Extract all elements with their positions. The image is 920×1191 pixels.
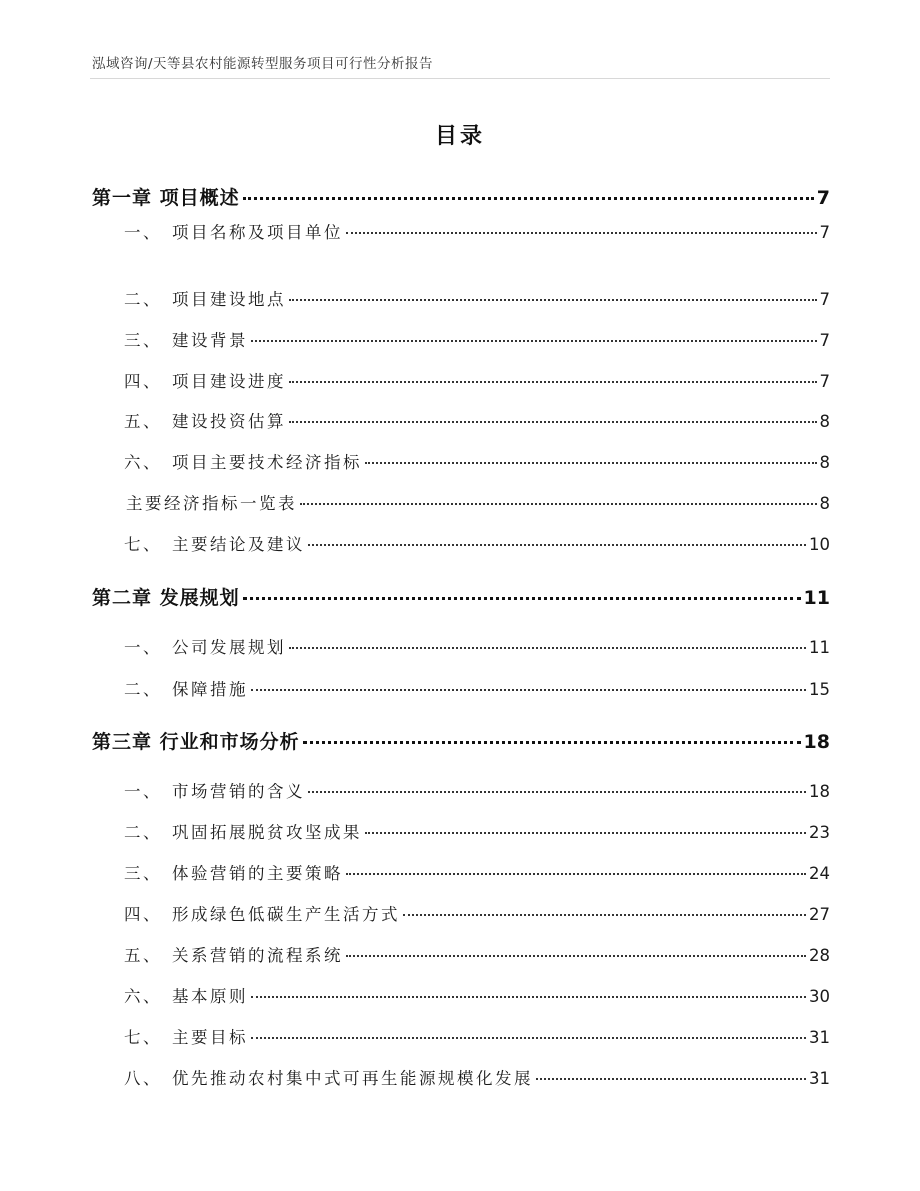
dot-leader	[243, 197, 814, 200]
toc-entry[interactable]	[92, 1024, 830, 1048]
toc-entry-number: 七、	[124, 1028, 162, 1047]
toc-entry-label: 项目建设进度	[172, 372, 286, 391]
dot-leader	[303, 741, 801, 744]
toc-entry-number: 四、	[124, 905, 162, 924]
toc-page-number: 28	[809, 946, 830, 965]
dot-leader	[289, 299, 817, 301]
toc-entry-label: 关系营销的流程系统	[172, 946, 343, 965]
dot-leader	[346, 955, 806, 957]
toc-chapter-2[interactable]	[92, 583, 830, 610]
toc-entry[interactable]	[92, 1065, 830, 1089]
toc-entry-label: 体验营销的主要策略	[172, 864, 343, 883]
toc-page-number: 30	[809, 987, 830, 1006]
dot-leader	[536, 1078, 806, 1080]
toc-entry[interactable]	[92, 860, 830, 884]
toc-entry-label: 基本原则	[172, 987, 248, 1006]
toc-entry-label: 第一章 项目概述	[92, 187, 240, 209]
toc-page-number: 10	[809, 535, 830, 554]
toc-entry-number: 三、	[124, 864, 162, 883]
toc-entry-label: 第二章 发展规划	[92, 587, 240, 609]
toc-page-number: 7	[819, 223, 830, 242]
toc-entry[interactable]	[92, 819, 830, 843]
toc-entry-label: 公司发展规划	[172, 638, 286, 657]
toc-entry-number: 二、	[124, 823, 162, 842]
header-divider	[90, 78, 830, 79]
toc-entry-label: 巩固拓展脱贫攻坚成果	[172, 823, 362, 842]
toc-page-number: 11	[809, 638, 830, 657]
toc-entry[interactable]	[92, 286, 830, 310]
toc-page-number: 8	[819, 453, 830, 472]
toc-entry-number: 二、	[124, 290, 162, 309]
toc-entry[interactable]	[92, 531, 830, 555]
toc-page-number: 18	[809, 782, 830, 801]
toc-entry-number: 八、	[124, 1069, 162, 1088]
toc-entry-label: 第三章 行业和市场分析	[92, 731, 300, 753]
toc-page-number: 7	[816, 187, 830, 209]
dot-leader	[346, 873, 806, 875]
toc-page-number: 31	[809, 1069, 830, 1088]
toc-entry-number: 六、	[124, 987, 162, 1006]
toc-entry[interactable]	[92, 408, 830, 432]
toc-entry-number: 七、	[124, 535, 162, 554]
toc-entry[interactable]	[92, 634, 830, 658]
toc-entry[interactable]	[92, 219, 830, 243]
toc-chapter-3[interactable]	[92, 727, 830, 754]
dot-leader	[403, 914, 806, 916]
toc-entry-number: 五、	[124, 946, 162, 965]
toc-entry-label: 项目建设地点	[172, 290, 286, 309]
dot-leader	[289, 647, 806, 649]
dot-leader	[365, 462, 817, 464]
toc-entry[interactable]	[92, 368, 830, 392]
dot-leader	[251, 1037, 806, 1039]
toc-entry[interactable]	[92, 490, 830, 514]
toc-entry-label: 主要经济指标一览表	[126, 494, 297, 513]
toc-page-number: 8	[819, 494, 830, 513]
dot-leader	[289, 381, 817, 383]
toc-entry-label: 项目名称及项目单位	[172, 223, 343, 242]
toc-entry[interactable]	[92, 778, 830, 802]
toc-entry-label: 市场营销的含义	[172, 782, 305, 801]
dot-leader	[243, 597, 801, 600]
toc-page-number: 15	[809, 680, 830, 699]
toc-entry[interactable]	[92, 901, 830, 925]
toc-entry-number: 二、	[124, 680, 162, 699]
toc-page-number: 24	[809, 864, 830, 883]
toc-entry-label: 建设背景	[172, 331, 248, 350]
toc-chapter-1[interactable]	[92, 183, 830, 210]
page-title: 目录	[434, 124, 485, 149]
toc-entry-label: 建设投资估算	[172, 412, 286, 431]
dot-leader	[308, 791, 806, 793]
toc-page-number: 11	[803, 587, 830, 609]
toc-page-number: 8	[819, 412, 830, 431]
dot-leader	[300, 503, 817, 505]
toc-entry-label: 项目主要技术经济指标	[172, 453, 362, 472]
dot-leader	[251, 340, 817, 342]
dot-leader	[308, 544, 806, 546]
running-header: 泓域咨询/天等县农村能源转型服务项目可行性分析报告	[92, 56, 434, 72]
toc-entry-label: 主要结论及建议	[172, 535, 305, 554]
toc-page-number: 7	[819, 331, 830, 350]
toc-entry-number: 六、	[124, 453, 162, 472]
toc-entry-number: 一、	[124, 223, 162, 242]
toc-entry[interactable]	[92, 676, 830, 700]
toc-entry-number: 三、	[124, 331, 162, 350]
toc-entry[interactable]	[92, 327, 830, 351]
dot-leader	[289, 421, 817, 423]
toc-page-number: 23	[809, 823, 830, 842]
toc-page-number: 27	[809, 905, 830, 924]
toc-entry-number: 四、	[124, 372, 162, 391]
toc-entry-number: 一、	[124, 638, 162, 657]
dot-leader	[251, 996, 806, 998]
toc-page-number: 31	[809, 1028, 830, 1047]
toc-entry-label: 形成绿色低碳生产生活方式	[172, 905, 400, 924]
toc-page-number: 7	[819, 290, 830, 309]
toc-entry[interactable]	[92, 942, 830, 966]
toc-entry[interactable]	[92, 449, 830, 473]
dot-leader	[346, 232, 817, 234]
toc-page-number: 18	[803, 731, 830, 753]
dot-leader	[251, 689, 806, 691]
toc-entry[interactable]	[92, 983, 830, 1007]
toc-entry-label: 优先推动农村集中式可再生能源规模化发展	[172, 1069, 533, 1088]
toc-entry-number: 五、	[124, 412, 162, 431]
dot-leader	[365, 832, 806, 834]
toc-entry-number: 一、	[124, 782, 162, 801]
toc-page-number: 7	[819, 372, 830, 391]
toc-entry-label: 主要目标	[172, 1028, 248, 1047]
toc-entry-label: 保障措施	[172, 680, 248, 699]
